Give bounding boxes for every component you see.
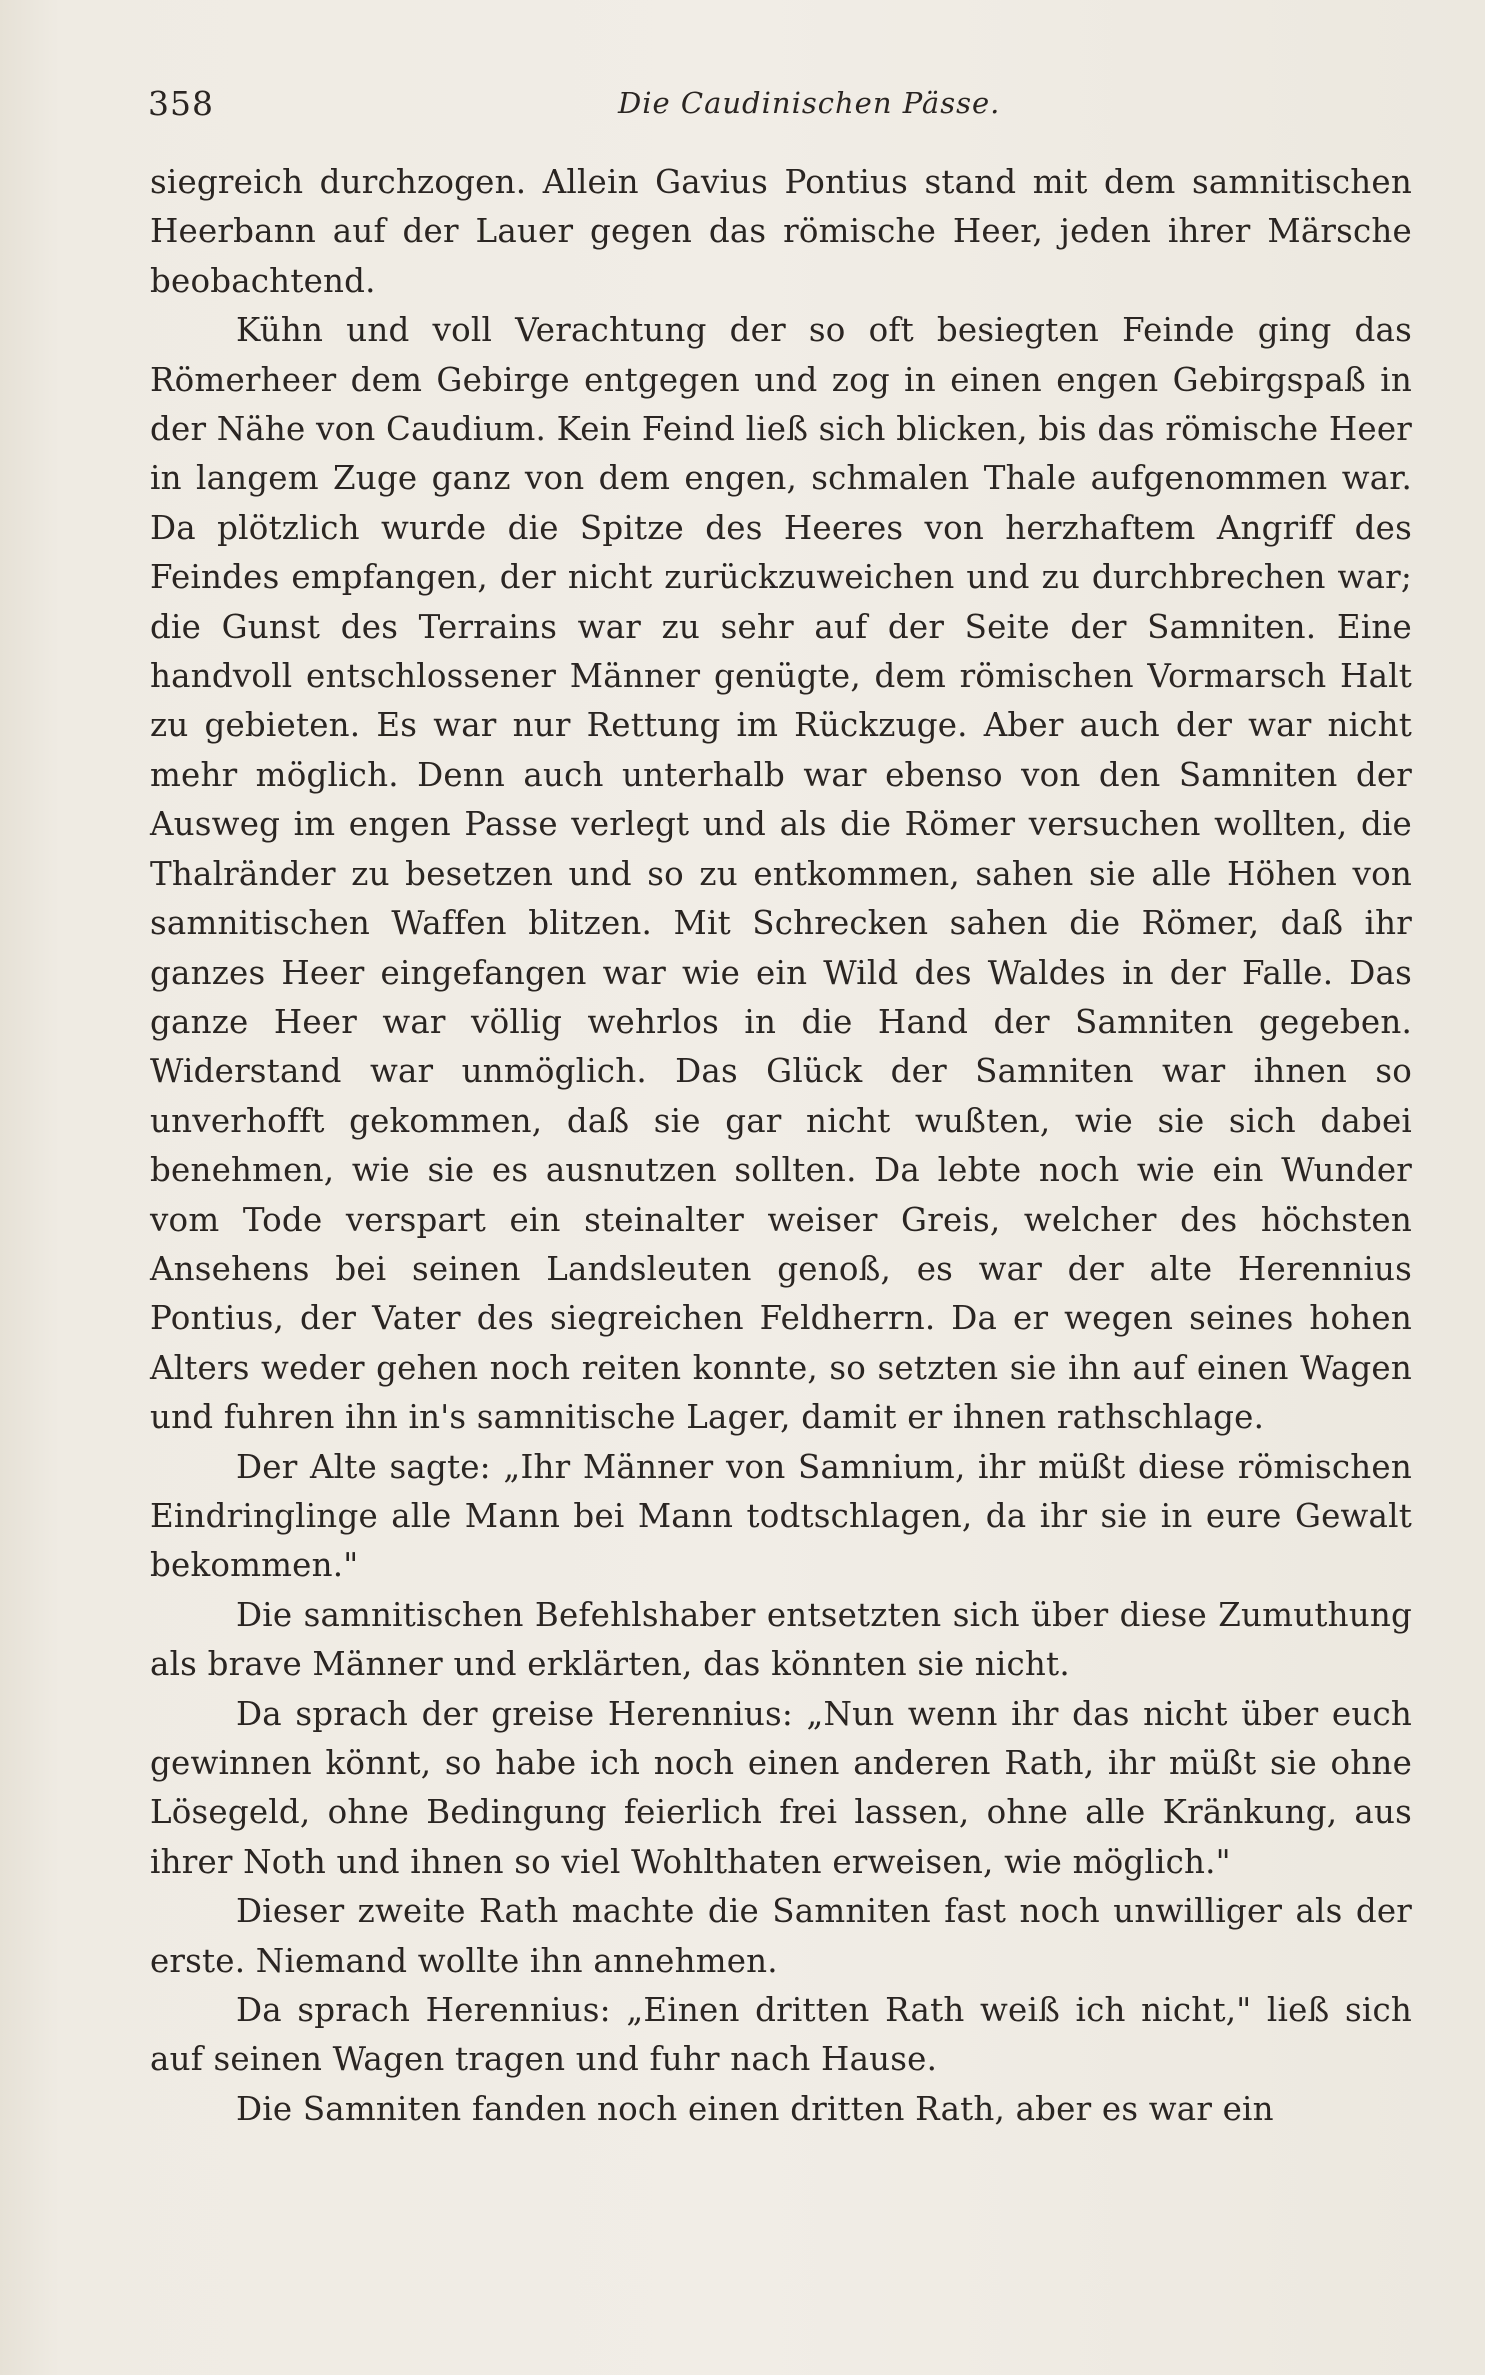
paragraph: Der Alte sagte: „Ihr Männer von Samnium, ihr müßt diese römischen Eindringlinge alle Mann bei Mann todtschlagen, da ihr sie in eure Gewalt bekommen." [150,1447,1412,1585]
page-header [148,84,1411,134]
paragraph: Kühn und voll Verachtung der so oft besiegten Feinde ging das Römerheer dem Gebirge entgegen und zog in einen engen Gebirgspaß in der Nähe von Caudium. Kein Feind ließ sich blicken, bis das römische Heer in langem Zuge ganz von dem engen, schmalen Thale aufgenommen war. Da plötzlich wurde die Spitze des Heeres von herzhaftem Angriff des Feindes empfangen, der nicht zurückzuweichen und zu durchbrechen war; die Gunst des Terrains war zu sehr auf der Seite der Samniten. Eine handvoll entschlossener Männer genügte, dem römischen Vormarsch Halt zu gebieten. Es war nur Rettung im Rückzuge. Aber auch der war nicht mehr möglich. Denn auch unterhalb war ebenso von den Samniten der Ausweg im engen Passe verlegt und als die Römer versuchen wollten, die Thalränder zu besetzen und so zu entkommen, sahen sie alle Höhen von samnitischen Waffen blitzen. Mit Schrecken sahen die Römer, daß ihr ganzes Heer eingefangen war wie ein Wild des Waldes in der Falle. Das ganze Heer war völlig wehrlos in die Hand der Samniten gegeben. Widerstand war unmöglich. Das Glück der Samniten war ihnen so unverhofft gekommen, daß sie gar nicht wußten, wie sie sich dabei benehmen, wie sie es ausnutzen sollten. Da lebte noch wie ein Wunder vom Tode verspart ein steinalter weiser Greis, welcher des höchsten Ansehens bei seinen Landsleuten genoß, es war der alte Herennius Pontius, der Vater des siegreichen Feldherrn. Da er wegen seines hohen Alters weder gehen noch reiten konnte, so setzten sie ihn auf einen Wagen und fuhren ihn in's samnitische Lager, damit er ihnen rathschlage. [150,311,1412,1437]
paragraph: Die samnitischen Befehlshaber entsetzten sich über diese Zumuthung als brave Männer und erklärten, das könnten sie nicht. [150,1595,1412,1684]
page-number: 358 [148,84,214,123]
paragraph: Da sprach Herennius: „Einen dritten Rath weiß ich nicht," ließ sich auf seinen Wagen tragen und fuhr nach Hause. [150,1991,1412,2079]
running-title: Die Caudinischen Pässe. [618,86,1001,120]
paragraph: siegreich durchzogen. Allein Gavius Pontius stand mit dem samnitischen Heerbann auf der Lauer gegen das römische Heer, jeden ihrer Märsche beobachtend. [150,163,1412,300]
paragraph: Dieser zweite Rath machte die Samniten fast noch unwilliger als der erste. Niemand wollte ihn annehmen. [150,1892,1412,1980]
body-text [150,158,1412,2134]
paragraph: Da sprach der greise Herennius: „Nun wenn ihr das nicht über euch gewinnen könnt, so habe ich noch einen anderen Rath, ihr müßt sie ohne Lösegeld, ohne Bedingung feierlich frei lassen, ohne alle Kränkung, aus ihrer Noth und ihnen so viel Wohlthaten erweisen, wie möglich." [150,1694,1412,1881]
paragraph: Die Samniten fanden noch einen dritten Rath, aber es war ein [236,2089,1274,2128]
